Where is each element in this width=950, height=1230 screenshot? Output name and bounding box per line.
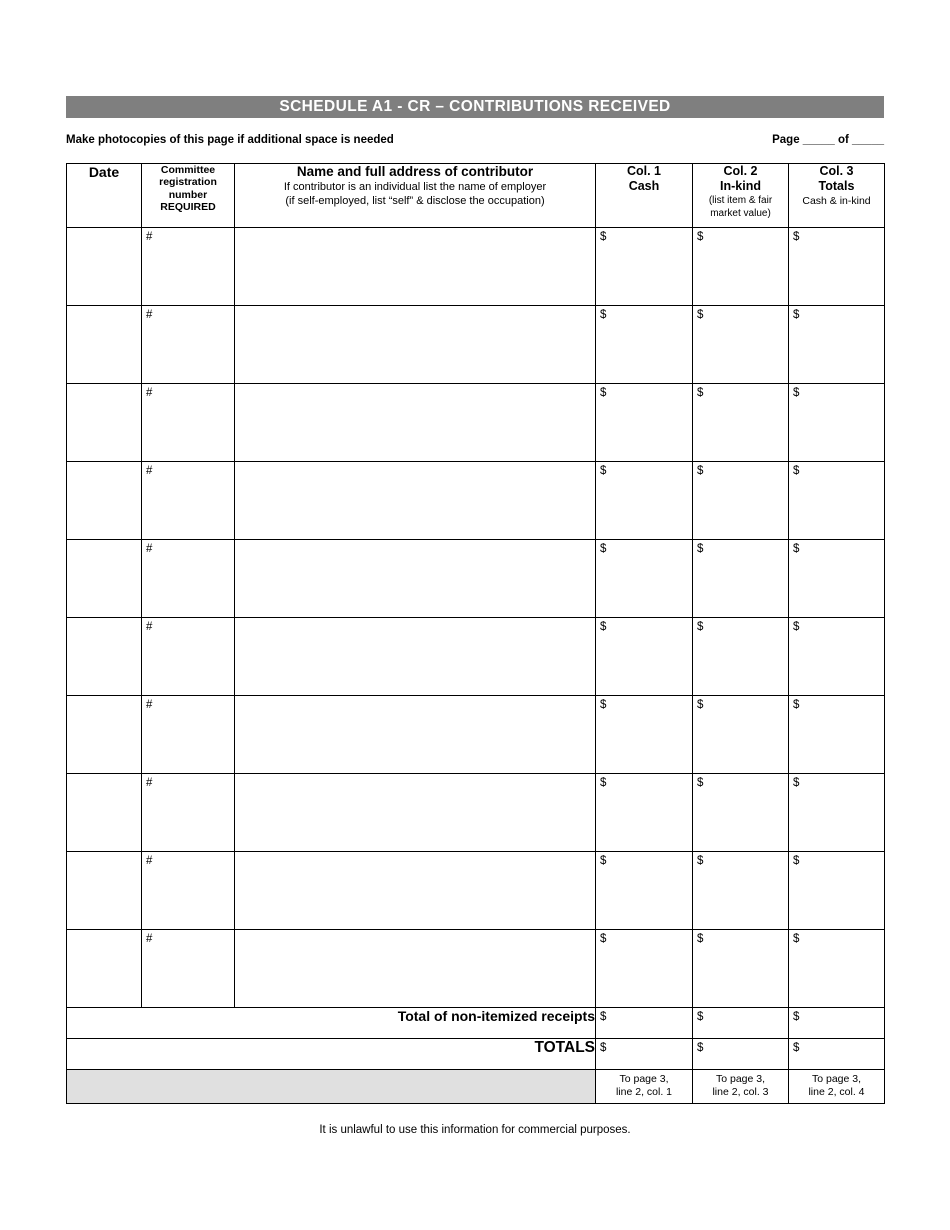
cell-registration[interactable] bbox=[142, 228, 235, 306]
cell-registration[interactable] bbox=[142, 852, 235, 930]
cell-registration[interactable] bbox=[142, 930, 235, 1008]
cell-date[interactable] bbox=[67, 228, 142, 306]
header-col2-note2: market value) bbox=[710, 208, 771, 219]
table-row bbox=[67, 852, 885, 930]
cell-date-value bbox=[67, 852, 141, 858]
carryforward-col3 bbox=[789, 1070, 885, 1104]
cell-date[interactable] bbox=[67, 930, 142, 1008]
cell-registration[interactable] bbox=[142, 540, 235, 618]
cell-col1[interactable] bbox=[596, 306, 693, 384]
cell-col2[interactable] bbox=[693, 228, 789, 306]
cell-name-address[interactable] bbox=[235, 696, 596, 774]
currency-marker: $ bbox=[600, 465, 607, 477]
table-body bbox=[67, 228, 885, 1104]
cell-col2[interactable] bbox=[693, 852, 789, 930]
currency-marker: $ bbox=[600, 309, 607, 321]
table-row bbox=[67, 618, 885, 696]
cell-date[interactable] bbox=[67, 852, 142, 930]
cell-date[interactable] bbox=[67, 774, 142, 852]
non-itemized-row bbox=[67, 1008, 885, 1039]
cell-date[interactable] bbox=[67, 540, 142, 618]
carryforward-col3-line1: To page 3, bbox=[811, 1073, 862, 1085]
page-title: SCHEDULE A1 - CR – CONTRIBUTIONS RECEIVED bbox=[279, 98, 671, 115]
header-registration-line1: Committee bbox=[160, 164, 216, 176]
hash-marker: # bbox=[146, 777, 153, 789]
header-name-address bbox=[235, 164, 596, 228]
currency-marker: $ bbox=[793, 387, 800, 399]
currency-marker: $ bbox=[697, 855, 704, 867]
cell-col2[interactable] bbox=[693, 540, 789, 618]
header-col2 bbox=[693, 164, 789, 228]
currency-marker: $ bbox=[793, 933, 800, 945]
currency-marker: $ bbox=[697, 231, 704, 243]
carryforward-col2 bbox=[693, 1070, 789, 1104]
totals-col2[interactable] bbox=[693, 1039, 789, 1070]
cell-date-value bbox=[67, 462, 141, 468]
currency-marker: $ bbox=[600, 855, 607, 867]
currency-marker: $ bbox=[697, 309, 704, 321]
cell-registration[interactable] bbox=[142, 696, 235, 774]
currency-marker: $ bbox=[600, 387, 607, 399]
hash-marker: # bbox=[146, 621, 153, 633]
table-row bbox=[67, 696, 885, 774]
cell-col3[interactable] bbox=[789, 774, 885, 852]
cell-date-value bbox=[67, 228, 141, 234]
cell-col1[interactable] bbox=[596, 228, 693, 306]
currency-marker: $ bbox=[600, 1011, 607, 1023]
cell-name-value bbox=[235, 306, 595, 312]
currency-marker: $ bbox=[697, 933, 704, 945]
cell-col1[interactable] bbox=[596, 774, 693, 852]
header-col3-note: Cash & in-kind bbox=[802, 195, 871, 207]
cell-date-value bbox=[67, 930, 141, 936]
currency-marker: $ bbox=[600, 933, 607, 945]
cell-col3[interactable] bbox=[789, 696, 885, 774]
photocopy-instruction: Make photocopies of this page if additional space is needed bbox=[66, 134, 394, 146]
currency-marker: $ bbox=[793, 1042, 800, 1054]
header-date: Date bbox=[67, 164, 142, 228]
non-itemized-label: Total of non-itemized receipts bbox=[67, 1008, 596, 1039]
cell-name-address[interactable] bbox=[235, 384, 596, 462]
cell-date[interactable] bbox=[67, 462, 142, 540]
table-row bbox=[67, 774, 885, 852]
header-col1-sub: Cash bbox=[628, 179, 660, 193]
cell-col1[interactable] bbox=[596, 696, 693, 774]
hash-marker: # bbox=[146, 309, 153, 321]
currency-marker: $ bbox=[793, 699, 800, 711]
cell-col3[interactable] bbox=[789, 930, 885, 1008]
cell-date-value bbox=[67, 384, 141, 390]
table-row bbox=[67, 930, 885, 1008]
cell-col2[interactable] bbox=[693, 306, 789, 384]
cell-col3[interactable] bbox=[789, 462, 885, 540]
header-registration-line4: REQUIRED bbox=[160, 201, 216, 214]
cell-name-address[interactable] bbox=[235, 930, 596, 1008]
cell-col3[interactable] bbox=[789, 384, 885, 462]
cell-col3[interactable] bbox=[789, 540, 885, 618]
cell-col3[interactable] bbox=[789, 852, 885, 930]
cell-date-value bbox=[67, 618, 141, 624]
hash-marker: # bbox=[146, 465, 153, 477]
header-name-address-sub2: (if self-employed, list “self” & disclose the occupation) bbox=[285, 194, 545, 207]
header-col2-sub: In-kind bbox=[720, 179, 761, 193]
cell-registration[interactable] bbox=[142, 306, 235, 384]
cell-col3[interactable] bbox=[789, 228, 885, 306]
currency-marker: $ bbox=[697, 465, 704, 477]
header-name-address-title: Name and full address of contributor bbox=[296, 164, 534, 179]
currency-marker: $ bbox=[793, 855, 800, 867]
cell-date-value bbox=[67, 696, 141, 702]
cell-col1[interactable] bbox=[596, 618, 693, 696]
header-col1 bbox=[596, 164, 693, 228]
cell-name-value bbox=[235, 228, 595, 234]
table-row bbox=[67, 540, 885, 618]
cell-col2[interactable] bbox=[693, 462, 789, 540]
currency-marker: $ bbox=[697, 699, 704, 711]
non-itemized-col2[interactable] bbox=[693, 1008, 789, 1039]
currency-marker: $ bbox=[697, 387, 704, 399]
cell-name-value bbox=[235, 852, 595, 858]
cell-registration[interactable] bbox=[142, 618, 235, 696]
cell-name-address[interactable] bbox=[235, 306, 596, 384]
currency-marker: $ bbox=[600, 621, 607, 633]
cell-date[interactable] bbox=[67, 618, 142, 696]
carryforward-col3-line2: line 2, col. 4 bbox=[808, 1085, 865, 1098]
totals-label: TOTALS bbox=[67, 1039, 596, 1070]
hash-marker: # bbox=[146, 933, 153, 945]
cell-date[interactable] bbox=[67, 384, 142, 462]
instruction-row bbox=[66, 132, 884, 148]
cell-name-address[interactable] bbox=[235, 462, 596, 540]
cell-date-value bbox=[67, 306, 141, 312]
carryforward-col1-line2: line 2, col. 1 bbox=[615, 1085, 673, 1098]
cell-col3[interactable] bbox=[789, 306, 885, 384]
cell-name-value bbox=[235, 462, 595, 468]
header-registration-line2: registration bbox=[159, 176, 217, 189]
currency-marker: $ bbox=[793, 621, 800, 633]
header-registration bbox=[142, 164, 235, 228]
currency-marker: $ bbox=[697, 1042, 704, 1054]
currency-marker: $ bbox=[600, 1042, 607, 1054]
cell-name-address[interactable] bbox=[235, 618, 596, 696]
cell-name-value bbox=[235, 618, 595, 624]
contributions-table bbox=[66, 163, 885, 1104]
currency-marker: $ bbox=[793, 465, 800, 477]
table-row bbox=[67, 384, 885, 462]
cell-col3[interactable] bbox=[789, 618, 885, 696]
carryforward-col1-line1: To page 3, bbox=[619, 1073, 669, 1085]
non-itemized-col3[interactable] bbox=[789, 1008, 885, 1039]
currency-marker: $ bbox=[793, 309, 800, 321]
cell-date-value bbox=[67, 774, 141, 780]
currency-marker: $ bbox=[793, 231, 800, 243]
cell-col1[interactable] bbox=[596, 852, 693, 930]
cell-name-address[interactable] bbox=[235, 228, 596, 306]
legal-footnote: It is unlawful to use this information for commercial purposes. bbox=[319, 1124, 631, 1136]
hash-marker: # bbox=[146, 699, 153, 711]
header-col3-sub: Totals bbox=[818, 179, 855, 193]
header-col3-title: Col. 3 bbox=[819, 164, 854, 178]
cell-col1[interactable] bbox=[596, 462, 693, 540]
hash-marker: # bbox=[146, 855, 153, 867]
header-col1-title: Col. 1 bbox=[626, 164, 662, 178]
cell-col1[interactable] bbox=[596, 930, 693, 1008]
header-col2-title: Col. 2 bbox=[723, 164, 758, 178]
cell-registration[interactable] bbox=[142, 384, 235, 462]
currency-marker: $ bbox=[697, 543, 704, 555]
carryforward-col1 bbox=[596, 1070, 693, 1104]
carryforward-col2-line2: line 2, col. 3 bbox=[712, 1085, 769, 1098]
currency-marker: $ bbox=[600, 543, 607, 555]
currency-marker: $ bbox=[793, 1011, 800, 1023]
form-title-bar bbox=[66, 96, 884, 118]
cell-date-value bbox=[67, 540, 141, 546]
cell-col1[interactable] bbox=[596, 540, 693, 618]
header-registration-line3: number bbox=[168, 188, 208, 201]
currency-marker: $ bbox=[697, 777, 704, 789]
currency-marker: $ bbox=[793, 543, 800, 555]
cell-name-address[interactable] bbox=[235, 774, 596, 852]
non-itemized-col1[interactable] bbox=[596, 1008, 693, 1039]
table-row bbox=[67, 228, 885, 306]
carryforward-row bbox=[67, 1070, 885, 1104]
totals-col3[interactable] bbox=[789, 1039, 885, 1070]
cell-col2[interactable] bbox=[693, 618, 789, 696]
totals-row bbox=[67, 1039, 885, 1070]
page-number-field[interactable]: Page _____ of _____ bbox=[772, 134, 884, 146]
cell-col2[interactable] bbox=[693, 774, 789, 852]
cell-name-value bbox=[235, 540, 595, 546]
cell-date[interactable] bbox=[67, 306, 142, 384]
header-name-address-sub1: If contributor is an individual list the name of employer bbox=[283, 181, 547, 193]
currency-marker: $ bbox=[793, 777, 800, 789]
cell-col1[interactable] bbox=[596, 384, 693, 462]
cell-name-value bbox=[235, 696, 595, 702]
cell-name-address[interactable] bbox=[235, 852, 596, 930]
cell-date[interactable] bbox=[67, 696, 142, 774]
currency-marker: $ bbox=[600, 231, 607, 243]
currency-marker: $ bbox=[697, 621, 704, 633]
cell-col2[interactable] bbox=[693, 696, 789, 774]
cell-name-value bbox=[235, 774, 595, 780]
cell-col2[interactable] bbox=[693, 930, 789, 1008]
cell-name-value bbox=[235, 384, 595, 390]
carryforward-col2-line1: To page 3, bbox=[715, 1073, 766, 1085]
cell-col2[interactable] bbox=[693, 384, 789, 462]
table-row bbox=[67, 306, 885, 384]
hash-marker: # bbox=[146, 543, 153, 555]
table-header bbox=[67, 164, 885, 228]
currency-marker: $ bbox=[600, 699, 607, 711]
currency-marker: $ bbox=[697, 1011, 704, 1023]
hash-marker: # bbox=[146, 231, 153, 243]
hash-marker: # bbox=[146, 387, 153, 399]
totals-col1[interactable] bbox=[596, 1039, 693, 1070]
cell-name-value bbox=[235, 930, 595, 936]
carryforward-spacer bbox=[67, 1070, 596, 1104]
header-col3 bbox=[789, 164, 885, 228]
cell-registration[interactable] bbox=[142, 462, 235, 540]
header-col2-note1: (list item & fair bbox=[708, 195, 773, 206]
cell-registration[interactable] bbox=[142, 774, 235, 852]
table-row bbox=[67, 462, 885, 540]
cell-name-address[interactable] bbox=[235, 540, 596, 618]
currency-marker: $ bbox=[600, 777, 607, 789]
